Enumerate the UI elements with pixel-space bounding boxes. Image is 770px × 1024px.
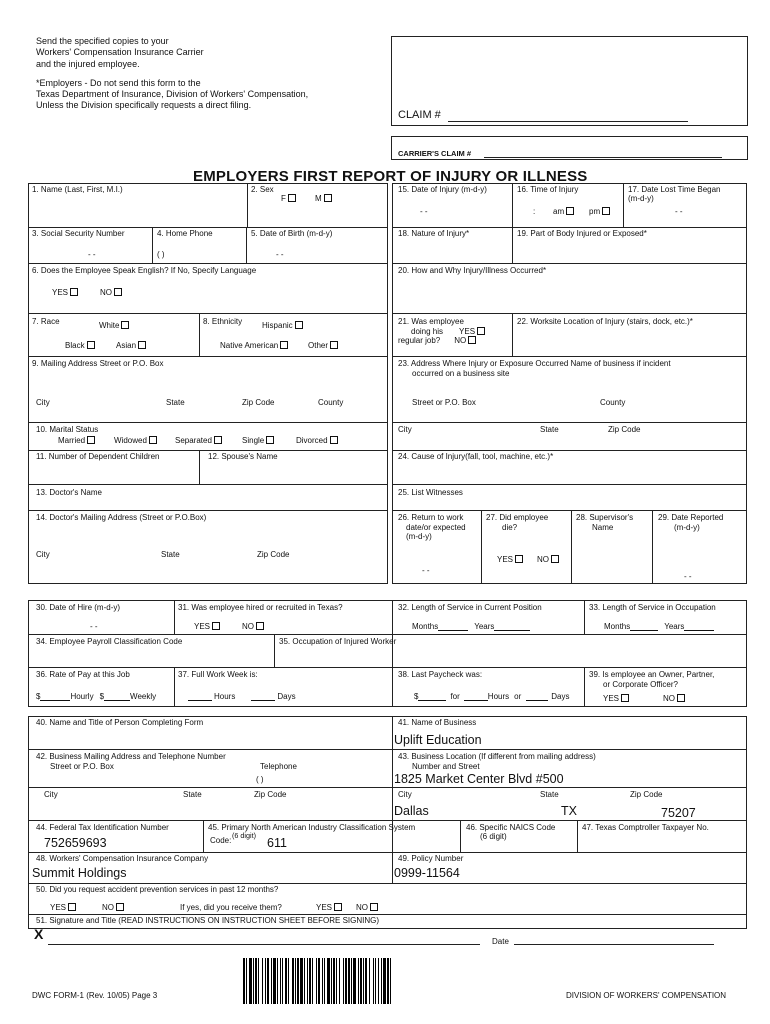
naics-code-label: Code: xyxy=(210,836,232,845)
regular-job-no-option[interactable]: NO xyxy=(454,336,476,345)
race-black-option[interactable]: Black xyxy=(65,341,95,351)
marital-single-option[interactable]: Single xyxy=(242,436,274,446)
die-no-checkbox[interactable] xyxy=(551,555,559,563)
footer-division: DIVISION OF WORKERS' COMPENSATION xyxy=(566,991,727,1000)
specific-naics-digit-label: (6 digit) xyxy=(480,832,507,841)
label-witnesses: 25. List Witnesses xyxy=(398,488,463,497)
marital-divorced-option[interactable]: Divorced xyxy=(296,436,338,446)
received-no-option[interactable]: NO xyxy=(356,903,378,913)
label-injury-address: 23. Address Where Injury or Exposure Occurred Name of business if incident occurred on a business site xyxy=(398,359,671,378)
regular-job-yes-option[interactable]: YES xyxy=(459,327,485,336)
die-yes-option[interactable]: YES xyxy=(497,555,523,565)
prevention-no-option[interactable]: NO xyxy=(102,903,124,913)
label-business-location: 43. Business Location (If different from mailing address) xyxy=(398,752,596,761)
label-date-of-hire: 30. Date of Hire (m-d-y) xyxy=(36,603,121,612)
sex-m-checkbox[interactable] xyxy=(324,194,332,202)
label-sex: 2. Sex xyxy=(251,185,274,194)
label-date-of-injury: 15. Date of Injury (m-d-y) xyxy=(398,185,487,194)
label-signature: 51. Signature and Title (READ INSTRUCTIONS ON INSTRUCTION SHEET BEFORE SIGNING) xyxy=(36,916,380,925)
label-date-lost-time-sub: (m-d-y) xyxy=(628,194,654,203)
label-rate-of-pay: 36. Rate of Pay at this Job xyxy=(36,670,130,679)
die-yes-checkbox[interactable] xyxy=(515,555,523,563)
home-phone-placeholder[interactable]: ( ) xyxy=(157,250,165,259)
form-title: EMPLOYERS FIRST REPORT OF INJURY OR ILLNESS xyxy=(193,168,588,185)
business-mailing-state-label: State xyxy=(183,790,202,799)
texas-no-option[interactable]: NO xyxy=(242,622,264,632)
naics-value[interactable]: 611 xyxy=(267,836,287,850)
owner-yes-checkbox[interactable] xyxy=(621,694,629,702)
label-specific-naics: 46. Specific NAICS Code xyxy=(466,823,556,832)
business-mailing-street-label: Street or P.O. Box xyxy=(50,762,114,771)
ssn-placeholder[interactable]: - - xyxy=(88,250,96,259)
label-business-name: 41. Name of Business xyxy=(398,718,477,727)
signature-line[interactable] xyxy=(48,944,480,945)
race-black-checkbox[interactable] xyxy=(87,341,95,349)
label-regular-job: 21. Was employee doing his YES regular job? NO xyxy=(398,317,485,346)
carrier-claim-box[interactable] xyxy=(391,136,748,160)
label-home-phone: 4. Home Phone xyxy=(157,229,213,238)
owner-no-option[interactable]: NO xyxy=(663,694,685,704)
prevention-yes-option[interactable]: YES xyxy=(50,903,76,913)
employment-section xyxy=(28,600,747,707)
ethnicity-other-checkbox[interactable] xyxy=(330,341,338,349)
label-hired-in-texas: 31. Was employee hired or recruited in Texas? xyxy=(178,603,343,612)
texas-yes-checkbox[interactable] xyxy=(212,622,220,630)
business-telephone-label: Telephone xyxy=(260,762,297,771)
business-location-city-label: City xyxy=(398,790,412,799)
last-paycheck-fields[interactable]: $ for Hours or Days xyxy=(414,692,570,701)
sex-m-option[interactable]: M xyxy=(315,194,332,204)
label-doctor-name: 13. Doctor's Name xyxy=(36,488,102,497)
label-occupation: 35. Occupation of Injured Worker xyxy=(279,637,397,646)
english-yes-checkbox[interactable] xyxy=(70,288,78,296)
label-ssn: 3. Social Security Number xyxy=(32,229,125,238)
marital-widowed-checkbox[interactable] xyxy=(149,436,157,444)
label-english: 6. Does the Employee Speak English? If No, Specify Language xyxy=(32,266,257,275)
label-person-completing: 40. Name and Title of Person Completing Form xyxy=(36,718,204,727)
received-yes-option[interactable]: YES xyxy=(316,903,342,913)
business-zip-value[interactable]: 75207 xyxy=(661,806,696,820)
label-payroll-code: 34. Employee Payroll Classification Code xyxy=(36,637,183,646)
label-employee-die: 27. Did employee die? xyxy=(486,513,549,532)
label-received-prevention: If yes, did you receive them? xyxy=(180,903,282,912)
naics-digit-label: (6 digit) xyxy=(232,831,256,840)
label-how-injury-occurred: 20. How and Why Injury/Illness Occurred* xyxy=(398,266,547,275)
date-lost-time-placeholder[interactable]: - - xyxy=(675,207,683,216)
label-date: Date xyxy=(492,937,509,946)
business-location-street-label: Number and Street xyxy=(412,762,480,771)
label-insurance-company: 48. Workers' Compensation Insurance Company xyxy=(36,854,209,863)
texas-no-checkbox[interactable] xyxy=(256,622,264,630)
label-comptroller-no: 47. Texas Comptroller Taxpayer No. xyxy=(582,823,709,832)
label-last-paycheck: 38. Last Paycheck was: xyxy=(398,670,483,679)
date-reported-placeholder[interactable]: - - xyxy=(684,572,692,581)
owner-no-checkbox[interactable] xyxy=(677,694,685,702)
english-no-checkbox[interactable] xyxy=(114,288,122,296)
race-white-checkbox[interactable] xyxy=(121,321,129,329)
label-doctor-address: 14. Doctor's Mailing Address (Street or P.O.Box) xyxy=(36,513,207,522)
label-fein: 44. Federal Tax Identification Number xyxy=(36,823,169,832)
label-naics-primary: 45. Primary North American Industry Classification System xyxy=(208,823,416,832)
claim-box[interactable] xyxy=(391,36,748,126)
ethnicity-native-option[interactable]: Native American xyxy=(220,341,288,351)
sex-f-checkbox[interactable] xyxy=(288,194,296,202)
received-no-checkbox[interactable] xyxy=(370,903,378,911)
label-ethnicity: 8. Ethnicity xyxy=(203,317,243,326)
label-accident-prevention: 50. Did you request accident prevention services in past 12 months? xyxy=(36,885,279,894)
ethnicity-hispanic-option[interactable]: Hispanic xyxy=(262,321,303,331)
footer-form-id: DWC FORM-1 (Rev. 10/05) Page 3 xyxy=(32,991,158,1000)
business-mailing-city-label: City xyxy=(44,790,58,799)
regular-job-no-checkbox[interactable] xyxy=(468,336,476,344)
injury-street-label: Street or P.O. Box xyxy=(412,398,476,407)
race-white-option[interactable]: White xyxy=(99,321,129,331)
label-name: 1. Name (Last, First, M.I.) xyxy=(32,185,123,194)
marital-divorced-checkbox[interactable] xyxy=(330,436,338,444)
race-asian-option[interactable]: Asian xyxy=(116,341,146,351)
barcode xyxy=(243,958,543,1004)
fein-value[interactable]: 752659693 xyxy=(44,836,107,850)
business-name-value[interactable]: Uplift Education xyxy=(394,733,482,747)
label-return-to-work: 26. Return to work date/or expected (m-d-y) xyxy=(398,513,466,542)
claim-line xyxy=(448,121,688,122)
label-policy-number: 49. Policy Number xyxy=(398,854,464,863)
regular-job-yes-checkbox[interactable] xyxy=(477,327,485,335)
label-business-mailing: 42. Business Mailing Address and Telephone Number xyxy=(36,752,226,761)
label-date-reported: 29. Date Reported (m-d-y) xyxy=(658,513,724,532)
label-dob: 5. Date of Birth (m-d-y) xyxy=(251,229,333,238)
prevention-no-checkbox[interactable] xyxy=(116,903,124,911)
return-to-work-placeholder[interactable]: - - xyxy=(422,566,430,575)
signature-x-mark: X xyxy=(34,926,44,942)
doctor-state-label: State xyxy=(161,550,180,559)
service-occupation-fields[interactable]: Months Years xyxy=(604,622,714,632)
ethnicity-native-checkbox[interactable] xyxy=(280,341,288,349)
business-street-value[interactable]: 1825 Market Center Blvd #500 xyxy=(394,772,564,786)
mailing-state-label: State xyxy=(166,398,185,407)
die-no-option[interactable]: NO xyxy=(537,555,559,565)
mailing-county-label: County xyxy=(318,398,344,407)
marital-single-checkbox[interactable] xyxy=(266,436,274,444)
label-service-occupation: 33. Length of Service in Occupation xyxy=(589,603,716,612)
texas-yes-option[interactable]: YES xyxy=(194,622,220,632)
time-of-injury-colon[interactable]: : xyxy=(533,207,536,216)
injury-county-label: County xyxy=(600,398,626,407)
ethnicity-hispanic-checkbox[interactable] xyxy=(295,321,303,329)
doctor-city-label: City xyxy=(36,550,50,559)
received-yes-checkbox[interactable] xyxy=(334,903,342,911)
carrier-claim-label: CARRIER'S CLAIM # xyxy=(398,149,472,158)
business-location-state-label: State xyxy=(540,790,559,799)
business-state-value[interactable]: TX xyxy=(561,804,577,818)
race-asian-checkbox[interactable] xyxy=(138,341,146,349)
marital-separated-option[interactable]: Separated xyxy=(175,436,222,446)
policy-number-value[interactable]: 0999-11564 xyxy=(394,866,460,880)
marital-separated-checkbox[interactable] xyxy=(214,436,222,444)
date-of-hire-placeholder[interactable]: - - xyxy=(90,622,98,631)
insurance-company-value[interactable]: Summit Holdings xyxy=(32,866,127,880)
time-pm-checkbox[interactable] xyxy=(602,207,610,215)
english-yes-option[interactable]: YES xyxy=(52,288,78,298)
label-spouse-name: 12. Spouse's Name xyxy=(208,452,278,461)
label-supervisor-name: 28. Supervisor's Name xyxy=(576,513,634,532)
label-nature-of-injury: 18. Nature of Injury* xyxy=(398,229,470,238)
employee-section xyxy=(28,183,388,584)
label-mailing-address: 9. Mailing Address Street or P.O. Box xyxy=(32,359,164,368)
injury-zip-label: Zip Code xyxy=(608,425,641,434)
dob-placeholder[interactable]: - - xyxy=(276,250,284,259)
doctor-zip-label: Zip Code xyxy=(257,550,290,559)
time-am-option[interactable]: am xyxy=(553,207,574,217)
prevention-yes-checkbox[interactable] xyxy=(68,903,76,911)
time-pm-option[interactable]: pm xyxy=(589,207,610,217)
instructions-block: Send the specified copies to your Workers' Compensation Insurance Carrier and the injured employee. *Employers - Do not send this form to the Texas Department of Insurance, Division of Workers' Compensation, Unless the Division specifically requests a direct filing. xyxy=(36,36,309,111)
carrier-claim-line xyxy=(484,157,722,158)
business-city-value[interactable]: Dallas xyxy=(394,804,429,818)
injury-city-label: City xyxy=(398,425,412,434)
business-telephone-placeholder[interactable]: ( ) xyxy=(256,775,264,784)
label-owner-partner: 39. Is employee an Owner, Partner, or Corporate Officer? xyxy=(589,670,715,689)
service-position-fields[interactable]: Months Years xyxy=(412,622,530,632)
label-dependent-children: 11. Number of Dependent Children xyxy=(36,452,160,461)
sex-f-option[interactable]: F xyxy=(281,194,296,204)
marital-married-checkbox[interactable] xyxy=(87,436,95,444)
label-cause-of-injury: 24. Cause of Injury(fall, tool, machine, etc.)* xyxy=(398,452,554,461)
business-location-zip-label: Zip Code xyxy=(630,790,663,799)
english-no-option[interactable]: NO xyxy=(100,288,122,298)
ethnicity-other-option[interactable]: Other xyxy=(308,341,338,351)
label-body-part: 19. Part of Body Injured or Exposed* xyxy=(517,229,647,238)
date-of-injury-placeholder[interactable]: - - xyxy=(420,207,428,216)
mailing-city-label: City xyxy=(36,398,50,407)
date-line[interactable] xyxy=(514,944,714,945)
marital-widowed-option[interactable]: Widowed xyxy=(114,436,157,446)
label-race: 7. Race xyxy=(32,317,60,326)
rate-of-pay-fields[interactable]: $ Hourly $ Weekly xyxy=(36,692,157,701)
mailing-zip-label: Zip Code xyxy=(242,398,275,407)
claim-label: CLAIM # xyxy=(398,109,441,121)
label-time-of-injury: 16. Time of Injury xyxy=(517,185,579,194)
label-date-lost-time: 17. Date Lost Time Began xyxy=(628,185,721,194)
injury-state-label: State xyxy=(540,425,559,434)
label-full-work-week: 37. Full Work Week is: xyxy=(178,670,258,679)
label-service-current-position: 32. Length of Service in Current Position xyxy=(398,603,542,612)
work-week-fields[interactable]: Hours Days xyxy=(188,692,296,702)
time-am-checkbox[interactable] xyxy=(566,207,574,215)
marital-married-option[interactable]: Married xyxy=(58,436,95,446)
label-worksite-location: 22. Worksite Location of Injury (stairs, dock, etc.)* xyxy=(517,317,693,326)
business-mailing-zip-label: Zip Code xyxy=(254,790,287,799)
owner-yes-option[interactable]: YES xyxy=(603,694,629,704)
label-marital-status: 10. Marital Status xyxy=(36,425,99,434)
